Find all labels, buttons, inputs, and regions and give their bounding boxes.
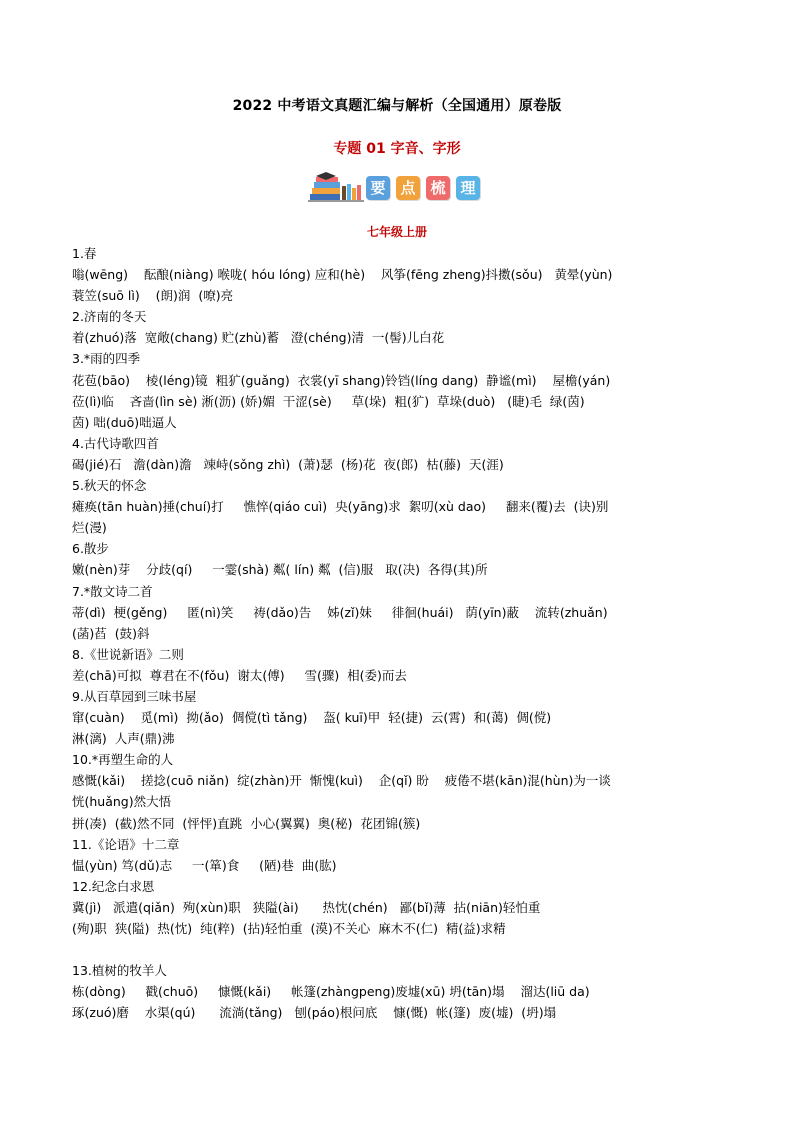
vocab-line: (殉)职 狭(隘) 热(忱) 纯(粹) (拈)轻怕重 (漠)不关心 麻木不(仁) 精(益)求精 (72, 921, 506, 936)
vocab-line: 窜(cuàn) 觅(mì) 拗(ǎo) 倜傥(tì tǎng) 盔( kuī)甲 轻(捷) 云(霄) 和(蔼) 倜(傥) (72, 710, 552, 726)
banner-tile-4: 理 (456, 176, 480, 200)
vocab-line: 烂(漫) (72, 520, 107, 536)
vocab-line: 拼(凑) (截)然不同 (怦怦)直跳 小心(翼翼) 奥(秘) 花团锦(簇) (72, 815, 421, 831)
vocab-line: 着(zhuó)落 宽敞(chang) 贮(zhù)蓄 澄(chéng)清 一(髻)儿白花 (72, 330, 445, 346)
lesson-heading: 5.秋天的怀念 (72, 478, 147, 494)
content-body (72, 243, 732, 1023)
lesson-heading: 6.散步 (72, 541, 109, 557)
vocab-line: 莅(lì)临 吝啬(lìn sè) 淅(沥) (娇)媚 干涩(sè) 草(垛) 粗(犷) 草垛(duò) (睫)毛 绿(茵) (72, 393, 585, 409)
lesson-heading: 10.*再塑生命的人 (72, 752, 174, 768)
vocab-line: 淋(漓) 人声(鼎)沸 (72, 731, 175, 747)
banner-tile-3: 梳 (426, 176, 450, 200)
key-points-banner (308, 170, 488, 206)
vocab-line: 瘫痪(tān huàn)捶(chuí)打 憔悴(qiáo cuì) 央(yāng)求 絮叨(xù dao) 翻来(覆)去 (诀)别 (72, 499, 609, 515)
vocab-line: 花苞(bāo) 棱(léng)镜 粗犷(guǎng) 衣裳(yī shang)铃铛(líng dang) 静谧(mì) 屋檐(yán) (72, 372, 611, 388)
vocab-line: 嗡(wēng) 酝酿(niàng) 喉咙( hóu lóng) 应和(hè) 风筝(fēng zheng)抖擞(sǒu) 黄晕(yùn) (72, 267, 613, 283)
vocab-line: 栋(dòng) 戳(chuō) 慷慨(kǎi) 帐篷(zhàngpeng)废墟(xū) 坍(tān)塌 溜达(liū da) (72, 984, 590, 1000)
lesson-heading: 4.古代诗歌四首 (72, 435, 159, 451)
vocab-line: 蓑笠(suō lì) (朗)润 (嘹)亮 (72, 288, 234, 304)
vocab-line: 冀(jì) 派遣(qiǎn) 殉(xùn)职 狭隘(ài) 热忱(chén) 鄙(bǐ)薄 拈(niān)轻怕重 (72, 899, 541, 915)
lesson-heading: 1.春 (72, 246, 97, 261)
vocab-line: 感慨(kǎi) 搓捻(cuō niǎn) 绽(zhàn)开 惭愧(kuì) 企(qǐ) 盼 疲倦不堪(kān)混(hùn)为一谈 (72, 773, 611, 789)
lesson-heading: 11.《论语》十二章 (72, 836, 180, 852)
vocab-line: 琢(zuó)磨 水渠(qú) 流淌(tǎng) 刨(páo)根问底 慷(慨) 帐(篷) 废(墟) (坍)塌 (72, 1005, 557, 1021)
lesson-heading: 12.纪念白求恩 (72, 878, 155, 894)
books-icon (308, 172, 366, 204)
lesson-heading: 8.《世说新语》二则 (72, 646, 184, 662)
vocab-line: 蒂(dì) 梗(gěng) 匿(nì)笑 祷(dǎo)告 姊(zǐ)妹 徘徊(huái) 荫(yīn)蔽 流转(zhuǎn) (72, 604, 608, 620)
vocab-line: 恍(huǎng)然大悟 (72, 794, 172, 810)
grade-heading: 七年级上册 (366, 225, 427, 239)
banner-tile-1: 要 (366, 176, 390, 200)
vocab-line: 碣(jié)石 澹(dàn)澹 竦峙(sǒng zhì) (萧)瑟 (杨)花 夜(郎) 枯(藤) 天(涯) (72, 456, 504, 472)
vocab-line: 差(chā)可拟 尊君在不(fǒu) 谢太(傅) 雪(骤) 相(委)而去 (72, 667, 407, 683)
vocab-line: 嫩(nèn)芽 分歧(qí) 一霎(shà) 粼( lín) 粼 (信)服 取(决) 各得(其)所 (72, 562, 488, 578)
lesson-heading: 3.*雨的四季 (72, 351, 141, 367)
blank-line (72, 939, 732, 960)
lesson-heading: 13.植树的牧羊人 (72, 963, 167, 979)
vocab-line: 茵) 咄(duō)咄逼人 (72, 414, 177, 430)
vocab-line: (菡)萏 (鼓)斜 (72, 625, 150, 641)
vocab-line: 愠(yùn) 笃(dǔ)志 一(箪)食 (陋)巷 曲(肱) (72, 857, 337, 873)
lesson-heading: 7.*散文诗二首 (72, 583, 153, 599)
banner-tile-2: 点 (396, 176, 420, 200)
lesson-heading: 2.济南的冬天 (72, 309, 147, 325)
document-title: 2022 中考语文真题汇编与解析（全国通用）原卷版 (232, 98, 562, 114)
topic-subtitle: 专题 01 字音、字形 (333, 141, 461, 157)
lesson-heading: 9.从百草园到三味书屋 (72, 688, 197, 704)
